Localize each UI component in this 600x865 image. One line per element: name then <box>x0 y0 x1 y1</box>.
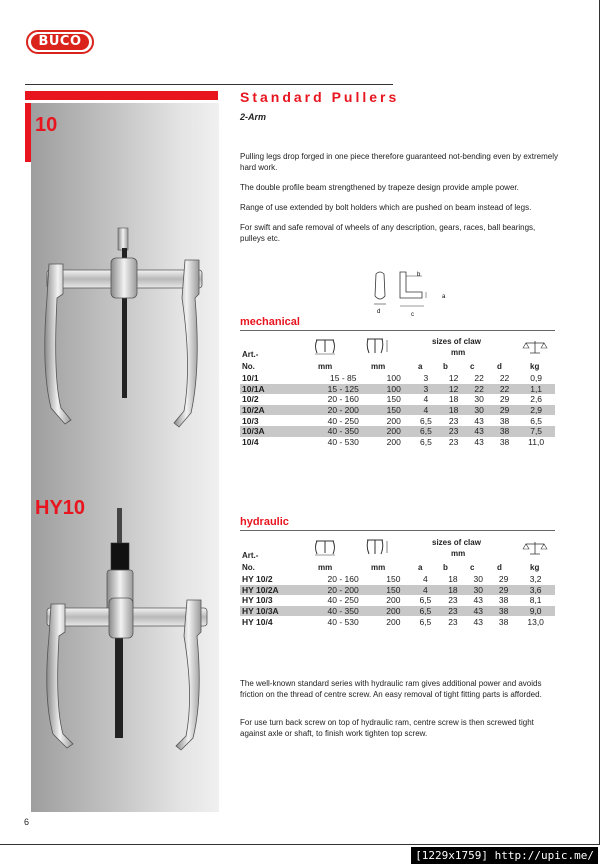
cell-span: 20 - 200 <box>310 585 376 596</box>
header-rule <box>25 84 393 85</box>
cell-a: 6,5 <box>420 415 432 426</box>
hydraulic-rule <box>240 530 555 531</box>
mechanical-header-span-unit: mm <box>318 362 333 371</box>
cell-b: 23 <box>448 415 459 426</box>
hydraulic-header-no: No. <box>242 563 255 572</box>
table-row <box>240 405 555 416</box>
cell-c: 43 <box>466 606 491 617</box>
hydraulic-header-a: a <box>418 563 423 572</box>
claw-label-b: b <box>417 272 421 278</box>
cell-span: 40 - 250 <box>327 415 359 426</box>
cell-c: 30 <box>474 394 484 405</box>
table-row <box>240 437 555 448</box>
scale-icon <box>522 540 548 556</box>
cell-kg: 13,0 <box>527 616 544 627</box>
claw-label-a: a <box>442 294 446 300</box>
cell-a: 3 <box>423 373 429 384</box>
mechanical-header-b: b <box>443 362 448 371</box>
cell-span: 40 - 350 <box>310 426 377 437</box>
cell-kg: 8,1 <box>529 595 542 606</box>
brand-logo <box>26 30 94 54</box>
cell-depth: 200 <box>386 436 401 447</box>
outro-paragraph-2: For use turn back screw on top of hydraulic ram, centre screw is then screwed tight against axle or shaft, to finish work tighten top screw. <box>240 718 534 738</box>
mechanical-header-sizes-unit: mm <box>451 348 466 357</box>
cell-c: 30 <box>473 574 483 585</box>
mechanical-rule <box>240 330 555 331</box>
cell-a: 4 <box>411 405 441 416</box>
cell-art: 10/1 <box>242 373 259 384</box>
page-title: Standard Pullers <box>240 89 400 105</box>
hydraulic-header-c: c <box>470 563 475 572</box>
table-row <box>240 595 555 606</box>
mechanical-header-sizes: sizes of claw <box>432 337 481 346</box>
cell-art: 10/4 <box>242 436 259 447</box>
cell-kg: 6,5 <box>530 415 543 426</box>
cell-kg: 2,9 <box>517 405 555 416</box>
mechanical-puller-image <box>35 228 215 428</box>
product-number-hy10: HY10 <box>35 497 86 519</box>
page-subtitle: 2-Arm <box>240 112 267 122</box>
cell-span: 20 - 160 <box>327 574 359 585</box>
mechanical-table <box>240 373 555 447</box>
cell-c: 43 <box>473 595 483 606</box>
cell-art: HY 10/2 <box>242 574 273 585</box>
mechanical-header-a: a <box>418 362 423 371</box>
cell-d: 38 <box>491 606 516 617</box>
cell-d: 29 <box>498 574 509 585</box>
cell-depth: 200 <box>377 426 411 437</box>
cell-art: HY 10/4 <box>242 616 273 627</box>
cell-b: 18 <box>448 574 458 585</box>
brand-logo-text: BUCO <box>31 34 89 50</box>
span-icon <box>312 539 338 557</box>
cell-kg: 11,0 <box>528 436 545 447</box>
cell-d: 29 <box>491 585 516 596</box>
table-row <box>240 606 555 617</box>
cell-kg: 3,2 <box>529 574 542 585</box>
cell-art: HY 10/3 <box>242 595 273 606</box>
hydraulic-header-span-unit: mm <box>318 563 333 572</box>
hydraulic-heading: hydraulic <box>240 516 289 528</box>
intro-paragraph-1: Pulling legs drop forged in one piece therefore guaranteed not-bending even by extremely hard work. <box>240 152 558 172</box>
cell-d: 29 <box>492 405 517 416</box>
claw-label-c: c <box>411 312 414 318</box>
cell-b: 23 <box>448 595 458 606</box>
cell-depth: 200 <box>386 595 401 606</box>
cell-a: 6,5 <box>419 595 432 606</box>
cell-depth: 100 <box>377 384 411 395</box>
cell-kg: 1,1 <box>517 384 555 395</box>
cell-b: 12 <box>448 373 459 384</box>
cell-depth: 200 <box>386 415 401 426</box>
cell-c: 43 <box>466 426 491 437</box>
cell-kg: 0,9 <box>530 373 543 384</box>
cell-depth: 150 <box>376 585 410 596</box>
cell-art: 10/1A <box>240 384 310 395</box>
cell-c: 43 <box>473 616 483 627</box>
cell-b: 23 <box>448 436 459 447</box>
hydraulic-puller-image <box>35 508 215 753</box>
cell-kg: 3,6 <box>516 585 555 596</box>
hydraulic-header-b: b <box>443 563 448 572</box>
cell-art: 10/3 <box>242 415 259 426</box>
cell-a: 6,5 <box>410 606 440 617</box>
cell-d: 38 <box>499 436 510 447</box>
cell-depth: 150 <box>377 405 411 416</box>
scale-icon <box>522 339 548 355</box>
cell-d: 38 <box>498 616 509 627</box>
hydraulic-header-depth-unit: mm <box>371 563 386 572</box>
cell-b: 18 <box>441 405 466 416</box>
table-row <box>240 574 555 585</box>
mechanical-header-no: No. <box>242 362 255 371</box>
cell-depth: 200 <box>376 606 410 617</box>
mechanical-header-kg: kg <box>530 362 540 371</box>
cell-span: 40 - 250 <box>327 595 359 606</box>
cell-kg: 9,0 <box>516 606 555 617</box>
cell-c: 30 <box>466 405 491 416</box>
cell-span: 20 - 160 <box>327 394 359 405</box>
mechanical-header-c: c <box>470 362 475 371</box>
intro-paragraph-4: For swift and safe removal of wheels of any description, gears, races, ball bearings, pulleys etc. <box>240 223 536 243</box>
cell-depth: 150 <box>386 394 401 405</box>
cell-span: 40 - 350 <box>310 606 376 617</box>
cell-c: 30 <box>466 585 491 596</box>
table-row <box>240 394 555 405</box>
cell-b: 23 <box>440 606 465 617</box>
cell-b: 23 <box>448 616 458 627</box>
mechanical-header-depth-unit: mm <box>371 362 386 371</box>
cell-c: 43 <box>474 436 484 447</box>
cell-span: 20 - 200 <box>310 405 377 416</box>
depth-icon <box>364 538 390 558</box>
cell-c: 22 <box>466 384 491 395</box>
cell-a: 3 <box>411 384 441 395</box>
cell-b: 23 <box>441 426 466 437</box>
cell-c: 22 <box>474 373 484 384</box>
cell-kg: 7,5 <box>517 426 555 437</box>
claw-label-d: d <box>377 309 381 315</box>
hydraulic-header-sizes: sizes of claw <box>432 538 481 547</box>
table-row <box>240 616 555 627</box>
depth-icon <box>364 337 390 357</box>
cell-d: 38 <box>499 415 510 426</box>
cell-kg: 2,6 <box>530 394 543 405</box>
table-row <box>240 384 555 395</box>
cell-depth: 150 <box>386 574 401 585</box>
mechanical-header-art: Art.- <box>242 350 259 359</box>
cell-depth: 100 <box>386 373 401 384</box>
claw-dimension-diagram <box>366 268 456 320</box>
mechanical-header-d: d <box>497 362 502 371</box>
cell-depth: 200 <box>386 616 401 627</box>
hydraulic-table <box>240 574 555 627</box>
cell-art: 10/3A <box>240 426 310 437</box>
cell-d: 38 <box>492 426 517 437</box>
accent-bar <box>25 91 218 100</box>
cell-span: 40 - 530 <box>327 616 359 627</box>
cell-a: 6,5 <box>420 436 432 447</box>
cell-d: 38 <box>498 595 509 606</box>
outro-paragraph-1: The well-known standard series with hydraulic ram gives additional power and avoids friction on the thread of centre screw. An easy removal of tight fitting parts is afforded. <box>240 679 542 699</box>
hydraulic-header-art: Art.- <box>242 551 259 560</box>
table-row <box>240 415 555 426</box>
cell-a: 6,5 <box>419 616 432 627</box>
hydraulic-header-sizes-unit: mm <box>451 549 466 558</box>
cell-b: 18 <box>448 394 459 405</box>
watermark: [1229x1759] http://upic.me/ <box>411 847 598 864</box>
cell-art: 10/2A <box>240 405 310 416</box>
cell-c: 43 <box>474 415 484 426</box>
cell-span: 40 - 530 <box>327 436 359 447</box>
cell-b: 18 <box>440 585 465 596</box>
cell-a: 6,5 <box>411 426 441 437</box>
cell-d: 22 <box>492 384 517 395</box>
cell-a: 4 <box>423 394 429 405</box>
span-icon <box>312 338 338 356</box>
cell-d: 29 <box>499 394 510 405</box>
mechanical-heading: mechanical <box>240 316 300 328</box>
page-number: 6 <box>24 817 30 827</box>
cell-a: 4 <box>422 574 428 585</box>
cell-a: 4 <box>410 585 440 596</box>
intro-paragraph-2: The double profile beam strengthened by trapeze design provide ample power. <box>240 183 519 192</box>
cell-art: HY 10/2A <box>240 585 310 596</box>
table-row <box>240 373 555 384</box>
hydraulic-header-d: d <box>497 563 502 572</box>
cell-art: 10/2 <box>242 394 259 405</box>
cell-art: HY 10/3A <box>240 606 310 617</box>
cell-d: 22 <box>499 373 510 384</box>
intro-paragraph-3: Range of use extended by bolt holders which are pushed on beam instead of legs. <box>240 203 532 212</box>
table-row <box>240 585 555 596</box>
product-number-10: 10 <box>35 114 58 136</box>
table-row <box>240 426 555 437</box>
hydraulic-header-kg: kg <box>530 563 540 572</box>
cell-span: 15 - 125 <box>310 384 377 395</box>
cell-span: 15 - 85 <box>330 373 357 384</box>
cell-b: 12 <box>441 384 466 395</box>
